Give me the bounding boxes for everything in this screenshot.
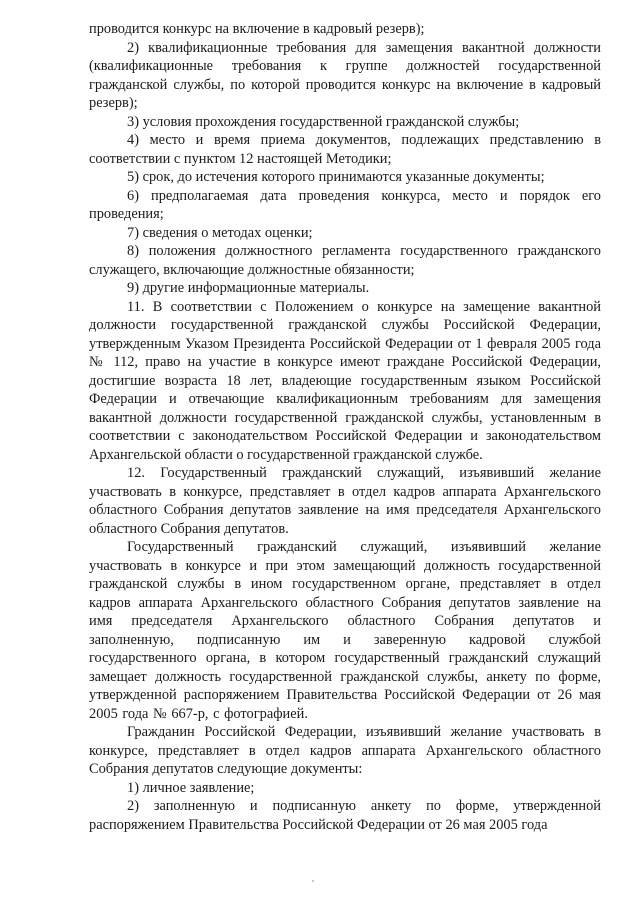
paragraph-section-11: 11. В соответствии с Положением о конкурсе на замещение вакантной должности государственной гражданской службы Российской Федерации, утвержденным Указом Президента Российской Федерации от 1 февраля 2005 года № 112, право на участие в конкурсе имеют граждане Российской Федерации, достигшие возраста 18 лет, владеющие государственным языком Российской Федерации и отвечающие квалификационным требованиям для замещения вакантной должности государственной гражданской службы, установленным в соответствии с законодательством Российской Федерации и законодательством Архангельской области о государственной гражданской службе. (89, 298, 601, 463)
paragraph-item-3: 3) условия прохождения государственной гражданской службы; (127, 113, 520, 130)
paragraph-item-9: 9) другие информационные материалы. (127, 280, 370, 296)
paragraph-doc-item-1: 1) личное заявление; (127, 779, 255, 796)
paragraph-item-6: 6) предполагаемая дата проведения конкурса, место и порядок его проведения; (89, 187, 601, 222)
paragraph-doc-item-2: 2) заполненную и подписанную анкету по форме, утвержденной распоряжением Правительства Российской Федерации от 26 мая 2005 года (89, 798, 601, 833)
paragraph-civil-servant-other-body: Государственный гражданский служащий, изъявивший желание участвовать в конкурсе и при этом замещающий должность государственной гражданской службы в ином государственном органе, представляет в отдел кадров аппарата Архангельского областного Собрания депутатов заявление на имя председателя Архангельского областного Собрания депутатов и заполненную, подписанную им и заверенную кадровой службой государственного органа, в котором государственный гражданский служащий замещает должность государственной гражданской службы, анкету по форме, утвержденной распоряжением Правительства Российской Федерации от 26 мая 2005 года № 667-р, с фотографией. (89, 539, 601, 722)
paragraph-item-5: 5) срок, до истечения которого принимаются указанные документы; (127, 169, 545, 185)
paragraph-item-7: 7) сведения о методах оценки; (127, 224, 313, 241)
paragraph-continuation: проводится конкурс на включение в кадровый резерв); (89, 21, 425, 37)
paragraph-item-4: 4) место и время приема документов, подлежащих представлению в соответствии с пунктом 12 настоящей Методики; (89, 132, 601, 167)
scan-speck (312, 880, 314, 882)
paragraph-section-12: 12. Государственный гражданский служащий, изъявивший желание участвовать в конкурсе, представляет в отдел кадров аппарата Архангельского областного Собрания депутатов заявление на имя председателя Архангельского областного Собрания депутатов. (89, 465, 601, 537)
paragraph-item-2: 2) квалификационные требования для замещения вакантной должности (квалификационные требования к группе должностей государственной гражданской службы, по которой проводится конкурс на включение в кадровый резерв); (89, 39, 601, 111)
paragraph-item-8: 8) положения должностного регламента государственного гражданского служащего, включающие должностные обязанности; (89, 243, 601, 278)
paragraph-citizen-documents: Гражданин Российской Федерации, изъявивший желание участвовать в конкурсе, представляет в отдел кадров аппарата Архангельского областного Собрания депутатов следующие документы: (89, 724, 601, 777)
document-page (89, 20, 601, 834)
